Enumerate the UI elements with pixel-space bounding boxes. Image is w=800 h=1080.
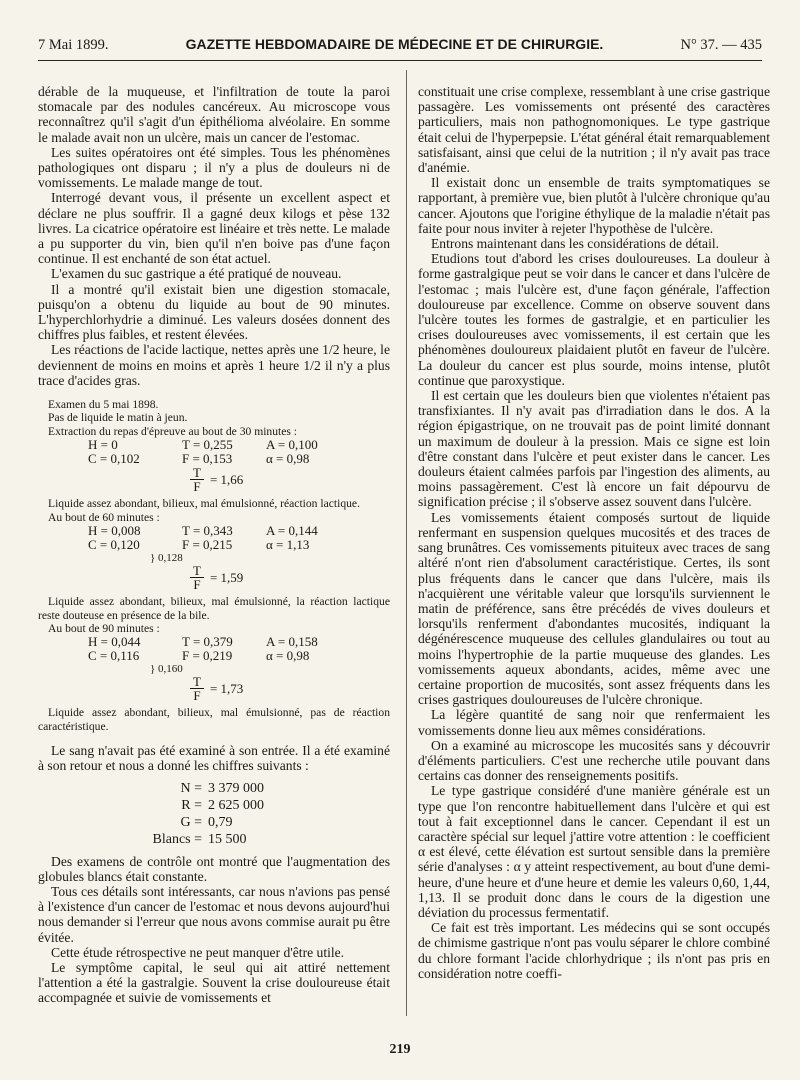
paragraph: Des examens de contrôle ont montré que l'augmentation des globules blancs était constante. bbox=[38, 853, 390, 884]
analysis-row: C = 0,120 F = 0,215 α = 1,13 bbox=[88, 537, 310, 553]
exam-note: Liquide assez abondant, bilieux, mal émulsionné, réaction lactique. bbox=[48, 497, 360, 511]
blood-count-row: Blancs = 15 500 bbox=[152, 831, 247, 847]
tf-ratio: $\frac{T}{F}$ = 1,59 bbox=[38, 564, 390, 591]
left-column bbox=[38, 84, 390, 1006]
page-number: 219 bbox=[389, 1042, 411, 1057]
exam-step: Au bout de 90 minutes : bbox=[48, 621, 160, 635]
tf-ratio: $\frac{T}{F}$ = 1,66 bbox=[38, 466, 390, 493]
paragraph: Entrons maintenant dans les considérations de détail. bbox=[431, 236, 720, 252]
column-divider bbox=[406, 70, 407, 1016]
exam-step: Au bout de 60 minutes : bbox=[48, 510, 160, 524]
exam-step: Extraction du repas d'épreuve au bout de 30 minutes : bbox=[48, 424, 298, 438]
paragraph: Le type gastrique considéré d'une manière générale est un type que l'on rencontre habituellement dans l'ulcère et qui est tout à fait exceptionnel dans le cancer. Cependant il est un caractère spécial sur lequel j'attire votre attention : le coefficient α est élevé, cette élévation est surtout sensible dans la première série d'analyses : α y atteint respectivement, au bout d'une demi-heure, d'une heure et d'une heure et demie les valeurs 0,60, 1,44, 1,13. Il se produit donc dans le cours de la digestion une déviation du processus fermentatif. bbox=[418, 783, 770, 920]
header-rule bbox=[38, 60, 762, 61]
running-header bbox=[38, 36, 762, 60]
blood-count-row: N = 3 379 000 bbox=[180, 780, 264, 796]
paragraph: La légère quantité de sang noir que renfermaient les vomissements donne lieu aux mêmes considérations. bbox=[418, 707, 770, 738]
exam-note: Liquide assez abondant, bilieux, mal émulsionné, la réaction lactique reste douteuse en présence de la bile. bbox=[38, 595, 390, 622]
analysis-row: H = 0,008 T = 0,343 A = 0,144 bbox=[88, 523, 318, 539]
journal-title: GAZETTE HEBDOMADAIRE DE MÉDECINE ET DE CHIRURGIE. bbox=[185, 36, 604, 52]
paragraph: constituait une crise complexe, ressemblant à une crise gastrique passagère. Les vomissements ont présenté des caractères particuliers, mais non pathognomoniques. Le type gastrique était celui de l'hyperpepsie. L'état général était remarquablement satisfaisant, ainsi que celui de la nutrition ; il n'y avait pas trace d'anémie. bbox=[418, 84, 770, 176]
right-column bbox=[418, 84, 770, 981]
blood-count-table bbox=[138, 780, 390, 848]
paragraph: Interrogé devant vous, il présente un excellent aspect et déclare ne plus souffrir. Il a gagné deux kilogs et pèse 132 livres. La cicatrice opératoire est linéaire et très nette. Le malade a pu supporter du vin, bien qu'il n'en boive pas d'une façon continue. Il est enchanté de son état actuel. bbox=[38, 190, 390, 267]
blood-count-row: G = 0,79 bbox=[180, 814, 233, 830]
paragraph: Ce fait est très important. Les médecins qui se sont occupés de chimisme gastrique n'ont pas voulu séparer le chlore combiné du chlore formant l'acide chlorhydrique ; ils n'ont pas pris en considération notre coeffi- bbox=[418, 920, 770, 981]
paragraph: Le sang n'avait pas été examiné à son entrée. Il a été examiné à son retour et nous a donné les chiffres suivants : bbox=[38, 743, 390, 774]
paragraph: Tous ces détails sont intéressants, car nous n'avions pas pensé à l'existence d'un cancer de l'estomac et nous devons aujourd'hui nous demander si l'erreur que nous avons commise aurait pu être évitée. bbox=[38, 883, 391, 945]
paragraph: Il est certain que les douleurs bien que violentes n'étaient pas transfixiantes. Il n'y avait pas d'irradiation dans le dos. A la région épigastrique, on ne trouvait pas de point limité donnant un maximum de douleur à la pression. Mais ce signe est loin d'être constant dans l'ulcère et peut exister dans le cancer. Les douleurs étaient calmées parfois par l'ingestion des aliments, au moins passagèrement. C'est là encore un fait dépourvu de signification précise ; il s'observe assez souvent dans l'ulcère. bbox=[418, 388, 770, 510]
paragraph: Le symptôme capital, le seul qui ait attiré nettement l'attention a été la gastralgie. Souvent la crise douloureuse était accompagnée et suivie de vomissements et bbox=[38, 959, 390, 1006]
blood-count-row: R = 2 625 000 bbox=[181, 797, 264, 813]
exam-step: Pas de liquide le matin à jeun. bbox=[48, 411, 188, 425]
analysis-row: C = 0,116 F = 0,219 α = 0,98 bbox=[88, 648, 310, 664]
header-date: 7 Mai 1899. bbox=[38, 37, 109, 53]
exam-note: Liquide assez abondant, bilieux, mal émulsionné, pas de réaction caractéristique. bbox=[38, 706, 390, 733]
paragraph: Les réactions de l'acide lactique, nettes après une 1/2 heure, le deviennent de moins en moins et après 1 heure 1/2 il n'y a plus trace d'acides gras. bbox=[38, 342, 390, 388]
paragraph: Les suites opératoires ont été simples. Tous les phénomènes pathologiques ont disparu ; il n'y a plus de douleurs ni de vomissements. Le malade mange de tout. bbox=[38, 144, 390, 191]
tf-ratio: $\frac{T}{F}$ = 1,73 bbox=[38, 675, 390, 702]
paragraph: L'examen du suc gastrique a été pratiqué de nouveau. bbox=[51, 266, 342, 282]
paragraph: Cette étude rétrospective ne peut manquer d'être utile. bbox=[51, 944, 345, 960]
issue-number: N° 37. — 435 bbox=[680, 37, 762, 53]
paragraph: Etudions tout d'abord les crises douloureuses. La douleur à forme gastralgique peut se voir dans le cancer et dans l'ulcère de l'estomac ; mais l'ulcère est, d'une façon générale, l'affection douloureuse par excellence. Comme on observe souvent dans l'ulcère toutes les formes de gastralgie, et en particulier les crises douloureuses avec vomissements, il est certain que les phénomènes douloureux plaidaient plutôt en faveur de l'ulcère. La douleur du cancer est plus sourde, moins intense, plutôt continue que paroxystique. bbox=[418, 251, 770, 388]
paragraph: Il a montré qu'il existait bien une digestion stomacale, puisqu'on a obtenu du liquide au bout de 90 minutes. L'hyperchlorhydrie a diminué. Les valeurs dosées donnent des chiffres plus faibles, et restent élevées. bbox=[38, 281, 390, 343]
analysis-row: H = 0 T = 0,255 A = 0,100 bbox=[88, 437, 318, 453]
brace-sum: } 0,128 bbox=[150, 552, 183, 565]
brace-sum: } 0,160 bbox=[150, 663, 183, 676]
paragraph: Il existait donc un ensemble de traits symptomatiques se rapportant, à première vue, bien plutôt à l'ulcère chronique qu'au cancer. Ajoutons que l'origine éthylique de la maladie n'était pas faite pour nous inviter à rejeter l'hypothèse de l'ulcère. bbox=[418, 175, 770, 236]
gastric-exam-report bbox=[38, 398, 390, 733]
paragraph: dérable de la muqueuse, et l'infiltration de toute la paroi stomacale par des nodules cancéreux. Au microscope vous reconnaîtrez qu'il s'agit d'un épithélioma alvéolaire. En somme le malade avait non un ulcère, mais un cancer de l'estomac. bbox=[38, 84, 390, 145]
exam-date: Examen du 5 mai 1898. bbox=[48, 398, 159, 412]
paragraph: Les vomissements étaient composés surtout de liquide renfermant en suspension quelques mucosités et des traces de sang brunâtres. Ces vomissements pituiteux avec traces de sang altéré n'ont rien d'absolument caractéristique. Certes, ils sont plus fréquents dans le cancer que dans l'ulcère, mais ils n'acquièrent une véritable valeur que lorsqu'ils surviennent le matin de préférence, sans être précédés de vives douleurs et lorsqu'ils renferment d'abondantes mucosités, indiquant la dégénérescence muqueuse des cellules glandulaires ou tout au moins l'hypertrophie de la partie muqueuse des glandes. Les vomissements aqueux abondants, acides, même avec une certaine proportion de mucosités, sont assez fréquents dans les crises gastriques douloureuses de l'ulcère chronique. bbox=[418, 509, 770, 708]
analysis-row: C = 0,102 F = 0,153 α = 0,98 bbox=[88, 451, 310, 467]
paragraph: On a examiné au microscope les mucosités sans y découvrir d'éléments particuliers. C'est une recherche utile pouvant dans certains cas donner des renseignements positifs. bbox=[418, 737, 770, 784]
analysis-row: H = 0,044 T = 0,379 A = 0,158 bbox=[88, 634, 318, 650]
